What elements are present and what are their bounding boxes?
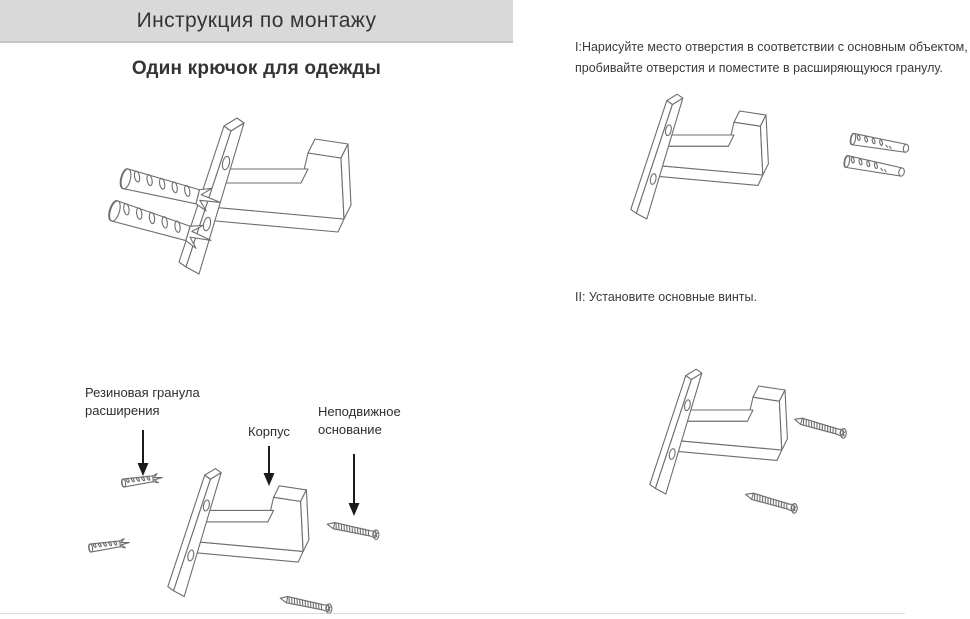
part-label-line: Корпус bbox=[248, 424, 290, 439]
wall-hook-drawing bbox=[168, 469, 309, 597]
wall-hook-drawing bbox=[631, 94, 769, 219]
step-1-instruction bbox=[575, 37, 968, 79]
step-2-instruction bbox=[575, 287, 757, 308]
mounting-screw-icon bbox=[279, 593, 334, 614]
mounting-screw-icon bbox=[793, 414, 848, 439]
part-label-rubber-granule bbox=[85, 384, 200, 420]
step-1-line-1: I:Нарисуйте место отверстия в соответствии с основным объектом, bbox=[575, 40, 968, 54]
down-arrow-icon bbox=[349, 503, 360, 516]
wall-hook-drawing bbox=[650, 369, 788, 494]
part-label-line: расширения bbox=[85, 403, 160, 418]
expansion-anchor-icon bbox=[88, 538, 130, 553]
expansion-anchor-icon bbox=[121, 473, 163, 488]
down-arrow-icon bbox=[264, 473, 275, 486]
expansion-anchor-icon bbox=[849, 133, 909, 155]
mounting-screw-icon bbox=[326, 519, 381, 540]
expansion-anchor-icon bbox=[843, 155, 905, 178]
part-label-body bbox=[248, 423, 290, 441]
parts-diagram bbox=[55, 375, 465, 619]
step-1-figure bbox=[620, 88, 950, 273]
step-2-figure bbox=[630, 360, 950, 560]
product-subtitle: Один крючок для одежды bbox=[131, 58, 382, 79]
main-product-figure bbox=[90, 95, 400, 285]
page-title: Инструкция по монтажу bbox=[136, 8, 377, 32]
part-label-line: Резиновая гранула bbox=[85, 385, 200, 400]
step-1-line-2: пробивайте отверстия и поместите в расширяющуюся гранулу. bbox=[575, 61, 943, 75]
part-label-line: основание bbox=[318, 422, 382, 437]
part-label-fixed-base bbox=[318, 403, 401, 439]
page-header bbox=[0, 0, 513, 43]
page-bottom-rule bbox=[0, 613, 905, 614]
part-label-line: Неподвижное bbox=[318, 404, 401, 419]
mounting-screw-icon bbox=[744, 489, 799, 514]
down-arrow-icon bbox=[138, 463, 149, 476]
step-2-line-1: II: Установите основные винты. bbox=[575, 290, 757, 304]
